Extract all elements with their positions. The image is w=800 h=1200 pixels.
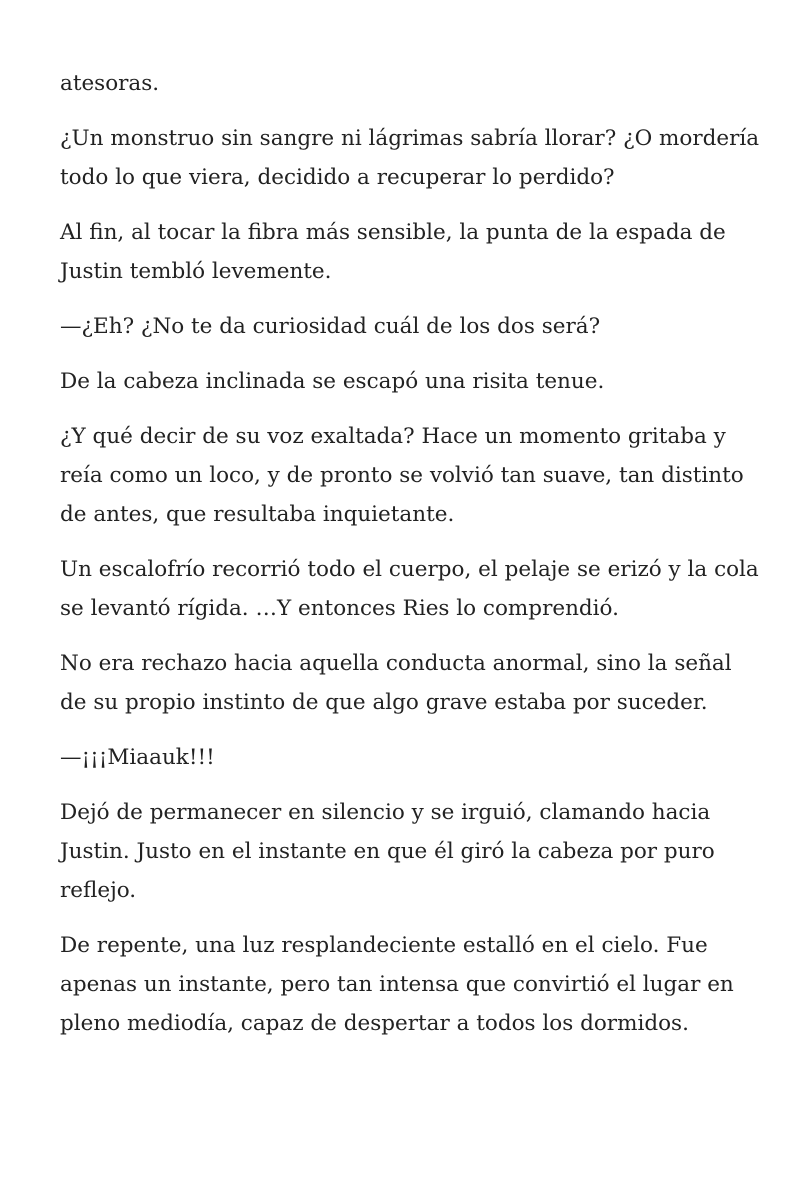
paragraph: ¿Y qué decir de su voz exaltada? Hace un momento gritaba y reía como un loco, y de pronto se volvió tan suave, tan distinto de antes, que resultaba inquietante. [60, 424, 744, 527]
paragraph: —¿Eh? ¿No te da curiosidad cuál de los dos será? [60, 314, 601, 339]
paragraph: atesoras. [60, 71, 160, 96]
paragraph: —¡¡¡Miaauk!!! [60, 745, 215, 770]
paragraph: Al fin, al tocar la fibra más sensible, la punta de la espada de Justin tembló levemente. [60, 220, 726, 284]
paragraph: Un escalofrío recorrió todo el cuerpo, el pelaje se erizó y la cola se levantó rígida. …Y entonces Ries lo comprendió. [60, 557, 759, 621]
paragraph: De repente, una luz resplandeciente estalló en el cielo. Fue apenas un instante, pero tan intensa que convirtió el lugar en pleno mediodía, capaz de despertar a todos los dormidos. [60, 933, 734, 1036]
paragraph: No era rechazo hacia aquella conducta anormal, sino la señal de su propio instinto de que algo grave estaba por suceder. [60, 651, 732, 715]
paragraph: Dejó de permanecer en silencio y se irguió, clamando hacia Justin. Justo en el instante en que él giró la cabeza por puro reflejo. [60, 800, 715, 903]
paragraph: ¿Un monstruo sin sangre ni lágrimas sabría llorar? ¿O mordería todo lo que viera, decidido a recuperar lo perdido? [60, 126, 760, 190]
paragraph: De la cabeza inclinada se escapó una risita tenue. [60, 369, 605, 394]
page-text [60, 64, 760, 1059]
